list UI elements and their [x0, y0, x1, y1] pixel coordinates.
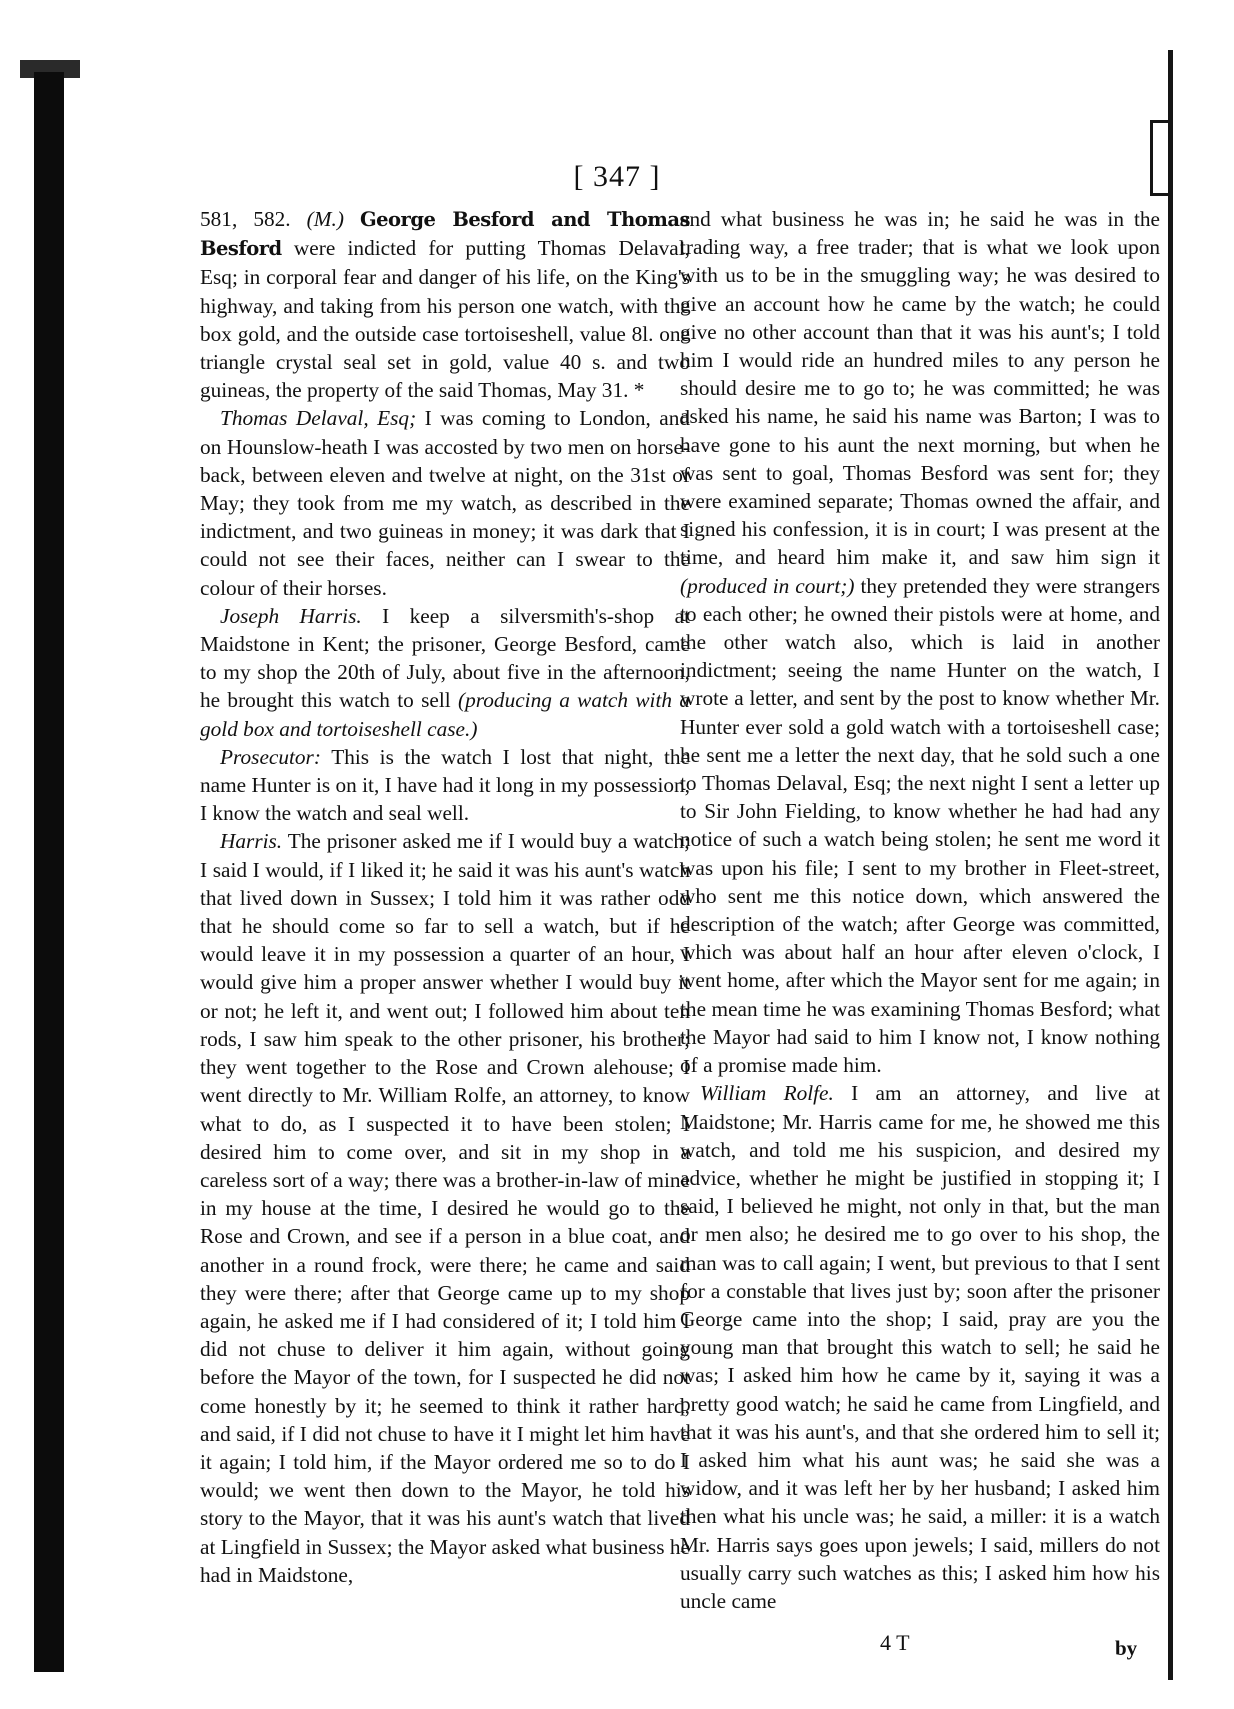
page-border-rule — [1168, 50, 1173, 1680]
testimony-text: I am an attorney, and live at Maidstone; Mr. Harris came for me, he showed me this watch, and told me his suspicion, and desired my advice, whether he might be justified in stopping it; I said, I believed he might, not only in that, but the man or men also; he desired me to go over to his shop, the man was to call again; I went, but previous to that I sent for a constable that lives just by; soon after the prisoner George came into the shop; I said, pray are you the young man that brought this watch to sell; he said he was; I asked him how he came by it, saying it was a pretty good watch; he said he came from Lingfield, and that it was his aunt's, and that she ordered him to sell it; I asked him what his aunt was; he said she was a widow, and it was left her by her husband; I asked him then what his uncle was; he said, a miller: it is a watch Mr. Harris says goes upon jewels; I said, millers do not usually carry such watches as this; I asked him how his uncle came — [680, 1081, 1160, 1613]
speaker-name: Thomas Delaval, Esq; — [220, 406, 417, 431]
session-mark: (M.) — [306, 207, 344, 231]
case-opening — [200, 205, 690, 404]
testimony-text-continued: they pretended they were strangers to each other; he owned their pistols were at home, and the other watch also, which is laid in another indictment; seeing the name Hunter on the watch, I wrote a letter, and sent by the post to know whether Mr. Hunter ever sold a gold watch with a tortoiseshell case; he sent me a letter the next day, that he sold such a one to Thomas Delaval, Esq; the next night I sent a letter up to Sir John Fielding, to know whether he had had any notice of such a watch being stolen; he sent me word it was upon his file; I sent to my brother in Fleet-street, who sent me this notice down, which answered the description of the watch; after George was committed, which was about half an hour after eleven o'clock, I went home, after which the Mayor sent for me again; in the mean time he was examining Thomas Besford; what the Mayor had said to him I know not, I know nothing of a promise made him. — [680, 573, 1160, 1078]
testimony-paragraph — [200, 827, 690, 1588]
testimony-paragraph — [680, 205, 1160, 1079]
testimony-text: The prisoner asked me if I would buy a watch; I said I would, if I liked it; he said it was his aunt's watch that lived down in Sussex; I told him it was rather odd that he should come so far to sell a watch, but if he would leave it in my possession a quarter of an hour, I would give him a proper answer whether I would buy it or not; he left it, and went out; I followed him about ten rods, I saw him speak to the other prisoner, his brother; they went together to the Rose and Crown alehouse; I went directly to Mr. William Rolfe, an attorney, to know what to do, as I suspected it to have been stolen; I desired him to come over, and sit in my shop in a careless sort of a way; there was a brother-in-law of mine in my house at the time, I desired he would go to the Rose and Crown, and see if a person in a blue coat, and another in a round frock, were there; he came and said they were there; after that George came up to my shop again, he asked me if I had considered of it; I told him I did not chuse to deliver it him again, without going before the Mayor of the town, for I suspected he did not come honestly by it; he seemed to think it rather hard, and said, if I did not chuse to have it I might let him have it again; I told him, if the Mayor ordered me so to do I would; we went then down to the Mayor, he told his story to the Mayor, that it was his aunt's watch that lived at Lingfield in Sussex; the Mayor asked what business he had in Maidstone, — [200, 829, 690, 1587]
signature-mark: 4 T — [880, 1630, 910, 1655]
page-edge-bar — [34, 72, 64, 1672]
testimony-text: This is the watch I lost that night, the name Hunter is on it, I have had it long in my possession, I know the watch and seal well. — [200, 744, 690, 826]
testimony-text: I was coming to London, and on Hounslow-heath I was accosted by two men on horse-back, between eleven and twelve at night, on the 31st of May; they took from me my watch, as described in the indictment, and two guineas in money; it was dark that I could not see their faces, neither can I swear to the colour of their horses. — [200, 406, 691, 600]
speaker-name: Harris. — [220, 829, 283, 854]
speaker-name: Prosecutor: — [220, 744, 321, 769]
defendant-names: George Besford and Thomas Besford — [200, 208, 690, 261]
testimony-paragraph — [680, 1079, 1160, 1615]
testimony-text: I keep a silversmith's-shop at Maidstone in Kent; the prisoner, George Besford, came to my shop the 20th of July, about five in the afternoon, he brought this watch to sell — [200, 603, 690, 713]
court-aside: (producing a watch with a gold box and tortoiseshell case.) — [200, 688, 691, 741]
right-column — [680, 205, 1160, 1615]
speaker-name: William Rolfe. — [700, 1081, 834, 1106]
left-column — [200, 205, 690, 1589]
testimony-paragraph — [200, 404, 690, 601]
testimony-paragraph — [200, 743, 690, 828]
indictment-text: were indicted for putting Thomas Delaval, Esq; in corporal fear and danger of his life, on the King's highway, and taking from his person one watch, with the box gold, and the outside case tortoiseshell, value 8l. one triangle crystal seal set in gold, value 40 s. and two guineas, the property of the said Thomas, May 31. * — [200, 236, 690, 403]
testimony-paragraph — [200, 602, 690, 743]
court-aside: (produced in court;) — [680, 573, 855, 598]
page-number: [ 347 ] — [573, 160, 661, 193]
case-number: 581, 582. — [200, 207, 291, 231]
speaker-name: Joseph Harris. — [220, 603, 362, 628]
catchword: by — [1115, 1636, 1138, 1660]
testimony-text: and what business he was in; he said he was in the trading way, a free trader; that is what we look upon with us to be in the smuggling way; he was desired to give an account how he came by the watch; he could give no other account than that it was his aunt's; I told him I would ride an hundred miles to any person he should desire me to go to; he was committed; he was asked his name, he said his name was Barton; I was to have gone to his aunt the next morning, but when he was sent to goal, Thomas Besford was sent for; they were examined separate; Thomas owned the affair, and signed his confession, it is in court; I was present at the time, and heard him make it, and saw him sign it — [680, 207, 1160, 570]
